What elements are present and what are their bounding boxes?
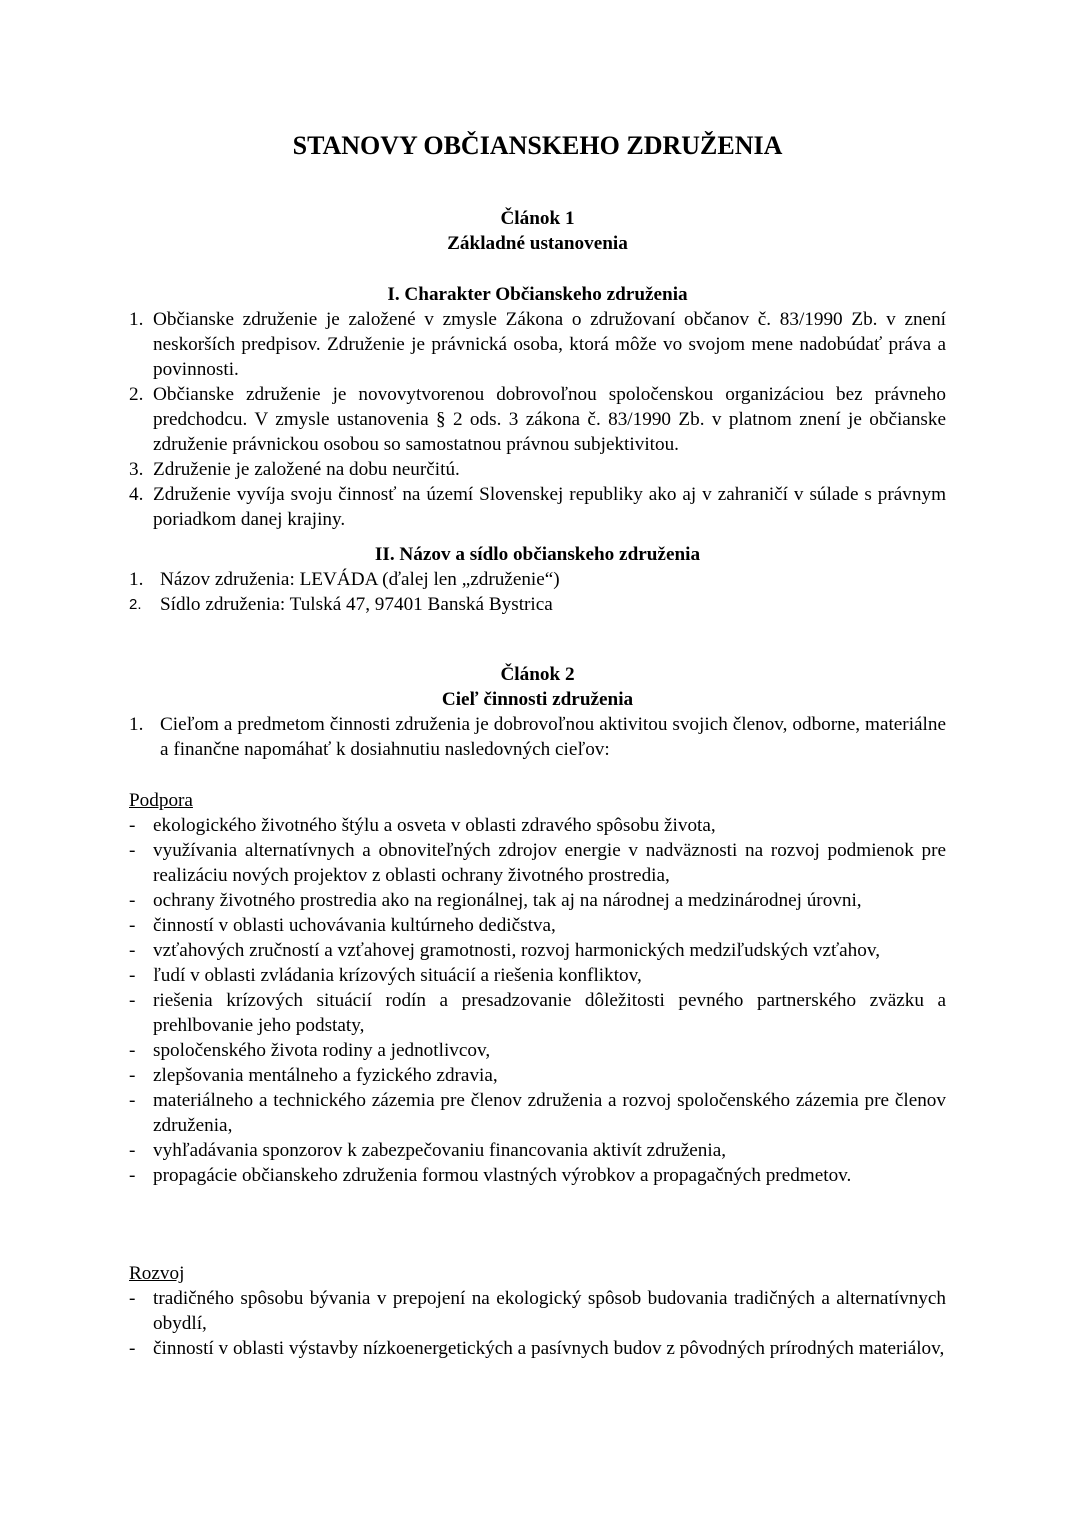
list-item: - činností v oblasti uchovávania kultúrneho dedičstva, [129,915,556,936]
list-item: - spoločenského života rodiny a jednotlivcov, [129,1040,491,1061]
list-item: 1. Občianske združenie je založené v zmysle Zákona o združovaní občanov č. 83/1990 Zb. v znení neskorších predpisov. Združenie je právnická osoba, ktorá môže vo svojom mene nadobúdať práva a povinnosti. [129,309,946,380]
list-item: - materiálneho a technického zázemia pre členov združenia a rozvoj spoločenského zázemia pre členov združenia, [129,1090,946,1136]
development-label: Rozvoj [129,1263,185,1284]
support-list [129,813,946,1188]
list-item: - tradičného spôsobu bývania v prepojení na ekologický spôsob budovania tradičných a alternatívnych obydlí, [129,1288,946,1334]
article-1-section-1 [129,282,946,532]
section-2-list [129,567,946,617]
support-section [129,788,946,1188]
list-item: 1. Názov združenia: LEVÁDA (ďalej len „združenie“) [129,569,560,590]
list-item: - ochrany životného prostredia ako na regionálnej, tak aj na národnej a medzinárodnej úrovni, [129,890,862,911]
list-item: - zlepšovania mentálneho a fyzického zdravia, [129,1065,498,1086]
section-1-list [129,307,946,532]
development-list [129,1286,946,1361]
list-item: - riešenia krízových situácií rodín a presadzovanie dôležitosti pevného partnerského zväzku a prehlbovanie jeho podstaty, [129,990,946,1036]
list-item: 3. Združenie je založené na dobu neurčitú. [129,459,460,480]
section-2-heading: II. Názov a sídlo občianskeho združenia [374,544,701,565]
article-2-subheading: Cieľ činnosti združenia [441,689,634,710]
list-item: 2. Sídlo združenia: Tulská 47, 97401 Banská Bystrica [129,594,553,615]
list-item: 4. Združenie vyvíja svoju činnosť na území Slovenskej republiky ako aj v zahraničí v súlade s právnym poriadkom danej krajiny. [129,484,946,530]
article-1-heading: Článok 1 [500,208,575,229]
list-item: - využívania alternatívnych a obnoviteľných zdrojov energie v nadväznosti na rozvoj podmienok pre realizáciu nových projektov z oblasti ochrany životného prostredia, [129,840,946,886]
article-2-heading: Článok 2 [500,664,575,685]
article-1-section-2 [129,542,946,617]
list-item: - propagácie občianskeho združenia formou vlastných výrobkov a propagačných predmetov. [129,1165,852,1186]
list-item: - vyhľadávania sponzorov k zabezpečovaniu financovania aktivít združenia, [129,1140,727,1161]
article-1-subheading: Základné ustanovenia [447,233,628,254]
list-item: - ekologického životného štýlu a osveta v oblasti zdravého spôsobu života, [129,815,716,836]
list-item: 2. Občianske združenie je novovytvorenou dobrovoľnou spoločenskou organizáciou bez právneho predchodcu. V zmysle ustanovenia § 2 ods. 3 zákona č. 83/1990 Zb. v platnom znení je občianske združenie právnickou osobou so samostatnou právnou subjektivitou. [129,384,946,455]
support-label: Podpora [129,790,193,811]
article-2-list [129,712,946,762]
document-title: STANOVY OBČIANSKEHO ZDRUŽENIA [292,131,783,160]
development-section [129,1261,946,1361]
list-item: - vzťahových zručností a vzťahovej gramotnosti, rozvoj harmonických medziľudských vzťahov, [129,940,881,961]
article-1 [129,206,946,256]
section-1-heading: I. Charakter Občianskeho združenia [387,284,688,305]
list-item: - činností v oblasti výstavby nízkoenergetických a pasívnych budov z pôvodných prírodných materiálov, [129,1338,945,1359]
article-2 [129,662,946,762]
list-item: 1. Cieľom a predmetom činnosti združenia je dobrovoľnou aktivitou svojich členov, odborne, materiálne a finančne napomáhať k dosiahnutiu nasledovných cieľov: [129,714,946,760]
list-item: - ľudí v oblasti zvládania krízových situácií a riešenia konfliktov, [129,965,642,986]
